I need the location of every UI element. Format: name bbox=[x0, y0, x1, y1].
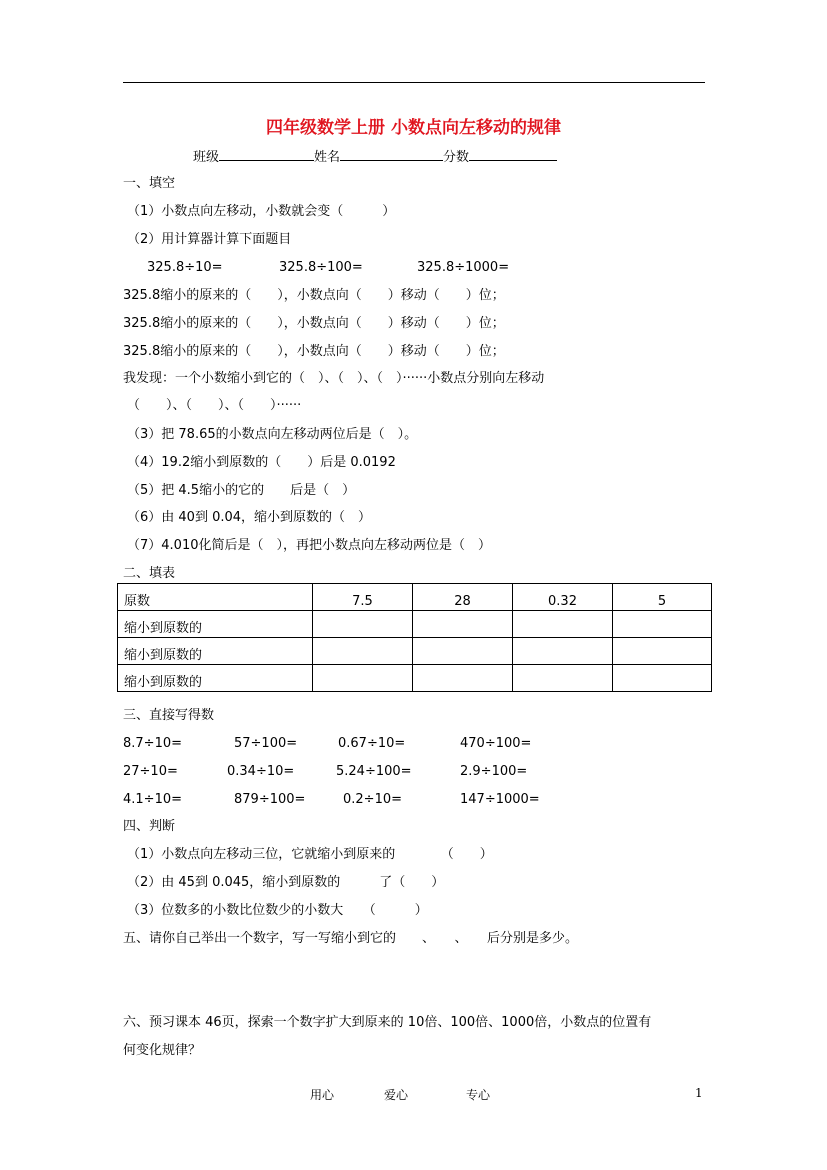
table-row bbox=[118, 638, 712, 665]
calc-item-1: 325.8÷10= bbox=[147, 260, 223, 275]
name-blank[interactable] bbox=[340, 147, 443, 161]
table-row-label: 缩小到原数的 bbox=[118, 665, 313, 692]
calc-problem: 879÷100= bbox=[234, 792, 306, 807]
page-title: 四年级数学上册 小数点向左移动的规律 bbox=[266, 118, 561, 138]
name-label: 姓名 bbox=[314, 150, 341, 165]
calc-problem: 0.2÷10= bbox=[343, 792, 403, 807]
calc-problem: 5.24÷100= bbox=[336, 764, 412, 779]
calc-item-2: 325.8÷100= bbox=[279, 260, 363, 275]
class-blank[interactable] bbox=[219, 147, 314, 161]
section-1-heading: 一、填空 bbox=[123, 176, 176, 191]
table-answer-cell[interactable] bbox=[613, 611, 712, 638]
table-header-cell: 5 bbox=[613, 584, 712, 611]
student-info-line bbox=[193, 147, 557, 165]
table-answer-cell[interactable] bbox=[313, 638, 413, 665]
question-1-2: （2）用计算器计算下面题目 bbox=[127, 232, 292, 247]
class-label: 班级 bbox=[193, 150, 220, 165]
question-1-5: （5）把 4.5缩小的它的 后是（ ） bbox=[127, 483, 356, 498]
judgement-item: （2）由 45到 0.045，缩小到原数的 了（ ） bbox=[127, 875, 445, 890]
discovery-line-2: （ ）、（ ）、（ ）······ bbox=[127, 398, 302, 413]
section-6-line-1: 六、预习课本 46页，探索一个数字扩大到原来的 10倍、100倍、1000倍，小数点的位置有 bbox=[123, 1015, 652, 1030]
page-number: 1 bbox=[695, 1086, 703, 1100]
judgement-item: （1）小数点向左移动三位，它就缩小到原来的 （ ） bbox=[127, 847, 493, 862]
calc-problem: 8.7÷10= bbox=[123, 736, 183, 751]
question-1-3: （3）把 78.65的小数点向左移动两位后是（ ）。 bbox=[127, 427, 418, 442]
section-6-line-2: 何变化规律？ bbox=[123, 1043, 202, 1058]
calc-problem: 4.1÷10= bbox=[123, 792, 183, 807]
table-row bbox=[118, 665, 712, 692]
table-header-cell: 7.5 bbox=[313, 584, 413, 611]
table-answer-cell[interactable] bbox=[613, 638, 712, 665]
section-5-text: 五、请你自己举出一个数字，写一写缩小到它的 、 、 后分别是多少。 bbox=[123, 931, 579, 946]
calc-problem: 27÷10= bbox=[123, 764, 178, 779]
question-1-7: （7）4.010化简后是（ ），再把小数点向左移动两位是（ ） bbox=[127, 538, 491, 553]
section-3-heading: 三、直接写得数 bbox=[123, 708, 215, 723]
table-header-cell: 0.32 bbox=[513, 584, 613, 611]
table-row bbox=[118, 611, 712, 638]
question-1-6: （6）由 40到 0.04，缩小到原数的（ ） bbox=[127, 510, 372, 525]
table-answer-cell[interactable] bbox=[513, 665, 613, 692]
calc-problem: 57÷100= bbox=[234, 736, 298, 751]
shrink-row-3: 325.8缩小的原来的（ ），小数点向（ ）移动（ ）位； bbox=[123, 344, 505, 359]
table-row-label: 缩小到原数的 bbox=[118, 638, 313, 665]
calc-problem: 0.67÷10= bbox=[338, 736, 406, 751]
table-answer-cell[interactable] bbox=[313, 665, 413, 692]
shrink-row-1: 325.8缩小的原来的（ ），小数点向（ ）移动（ ）位； bbox=[123, 288, 505, 303]
table-answer-cell[interactable] bbox=[513, 638, 613, 665]
calc-item-3: 325.8÷1000= bbox=[417, 260, 510, 275]
question-1-4: （4）19.2缩小到原数的（ ）后是 0.0192 bbox=[127, 455, 396, 470]
header-rule bbox=[123, 82, 705, 83]
judgement-item: （3）位数多的小数比位数少的小数大 （ ） bbox=[127, 903, 428, 918]
table-answer-cell[interactable] bbox=[413, 611, 513, 638]
table-answer-cell[interactable] bbox=[313, 611, 413, 638]
shrink-row-2: 325.8缩小的原来的（ ），小数点向（ ）移动（ ）位； bbox=[123, 316, 505, 331]
score-blank[interactable] bbox=[469, 147, 557, 161]
table-answer-cell[interactable] bbox=[613, 665, 712, 692]
table-header-cell: 原数 bbox=[118, 584, 313, 611]
table-row-label: 缩小到原数的 bbox=[118, 611, 313, 638]
question-1-1: （1）小数点向左移动，小数就会变（ ） bbox=[127, 204, 396, 219]
table-header-cell: 28 bbox=[413, 584, 513, 611]
section-4-heading: 四、判断 bbox=[123, 819, 176, 834]
score-label: 分数 bbox=[443, 150, 470, 165]
calc-problem: 470÷100= bbox=[460, 736, 532, 751]
table-answer-cell[interactable] bbox=[513, 611, 613, 638]
fill-table bbox=[117, 583, 712, 692]
discovery-line-1: 我发现：一个小数缩小到它的（ ）、（ ）、（ ）······小数点分别向左移动 bbox=[123, 371, 545, 386]
table-answer-cell[interactable] bbox=[413, 665, 513, 692]
table-answer-cell[interactable] bbox=[413, 638, 513, 665]
footer-motto: 用心 bbox=[310, 1088, 335, 1102]
table-header-row bbox=[118, 584, 712, 611]
calc-problem: 2.9÷100= bbox=[460, 764, 528, 779]
calc-problem: 0.34÷10= bbox=[227, 764, 295, 779]
footer-motto: 爱心 bbox=[384, 1088, 409, 1102]
footer-motto: 专心 bbox=[466, 1088, 491, 1102]
section-2-heading: 二、填表 bbox=[123, 566, 176, 581]
calc-problem: 147÷1000= bbox=[460, 792, 540, 807]
